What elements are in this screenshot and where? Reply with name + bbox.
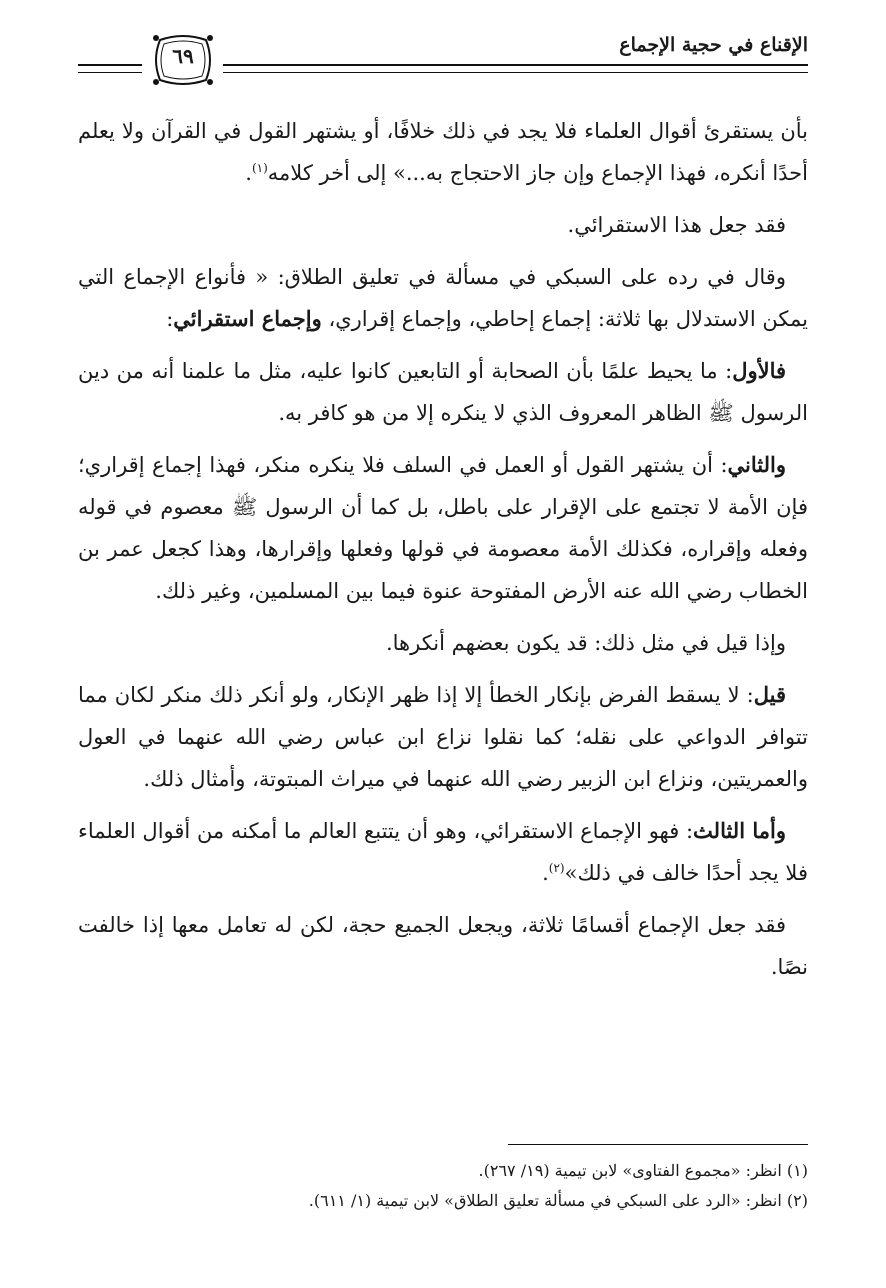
main-text <box>78 110 808 998</box>
page-number-badge <box>148 30 218 90</box>
paragraph-text: : لا يسقط الفرض بإنكار الخطأ إلا إذا ظهر الإنكار، ولو أنكر ذلك منكر لكان مما تتوافر الدواعي على نقله؛ كما نقلوا نزاع ابن عباس رضي الله عنهما في العول والعمريتين، ونزاع ابن الزبير رضي الله عنهما في ميراث المبتوتة، وأمثال ذلك. <box>78 683 808 791</box>
paragraph <box>78 810 808 894</box>
footnote: (١) انظر: «مجموع الفتاوى» لابن تيمية (١٩/ ٢٦٧). <box>478 1161 808 1180</box>
footnote-divider <box>508 1144 808 1145</box>
paragraph-end: . <box>542 861 549 885</box>
paragraph-text: وقال في رده على السبكي في مسألة في تعليق الطلاق: « فأنواع الإجماع التي يمكن الاستدلال بها ثلاثة: إجماع إحاطي، وإجماع إقراري، <box>78 265 808 331</box>
paragraph-end: : <box>166 307 174 331</box>
paragraph <box>78 350 808 434</box>
footnote-ref: (١) <box>251 161 268 175</box>
bold-term: وإجماع استقرائي <box>173 306 322 331</box>
paragraph-text: : فهو الإجماع الاستقرائي، وهو أن يتتبع العالم ما أمكنه من أقوال العلماء فلا يجد أحدًا خالف في ذلك» <box>78 819 808 885</box>
paragraph <box>78 256 808 340</box>
paragraph: وإذا قيل في مثل ذلك: قد يكون بعضهم أنكرها. <box>385 631 786 655</box>
paragraph-lead: والثاني <box>727 452 786 477</box>
paragraph <box>78 444 808 612</box>
footnote: (٢) انظر: «الرد على السبكي في مسألة تعليق الطلاق» لابن تيمية (١/ ٦١١). <box>308 1191 808 1210</box>
page-header <box>78 26 808 96</box>
paragraph: فقد جعل هذا الاستقرائي. <box>567 213 786 237</box>
footnotes <box>78 1156 808 1216</box>
page-number: ٦٩ <box>172 44 194 68</box>
paragraph-lead: وأما الثالث <box>693 818 786 843</box>
header-rule <box>223 64 808 73</box>
footnote-ref: (٢) <box>548 861 565 875</box>
paragraph-lead: قيل <box>753 682 786 707</box>
header-rule-left <box>78 64 142 73</box>
paragraph-text: : أن يشتهر القول أو العمل في السلف فلا ينكره منكر، فهذا إجماع إقراري؛ فإن الأمة لا تجتمع على الإقرار على باطل، بل كما أن الرسول ﷺ معصوم في قوله وفعله وإقراره، فكذلك الأمة معصومة في قولها وفعلها وإقرارها، وهذا كجعل عمر بن الخطاب رضي الله عنه الأرض المفتوحة عنوة فيما بين المسلمين، وغير ذلك. <box>78 453 808 603</box>
book-title: الإقناع في حجية الإجماع <box>619 34 808 56</box>
paragraph-text: بأن يستقرئ أقوال العلماء فلا يجد في ذلك خلافًا، أو يشتهر القول في القرآن ولا يعلم أحدًا أنكره، فهذا الإجماع وإن جاز الاحتجاج به...» إلى أخر كلامه <box>78 119 808 185</box>
paragraph-end: . <box>245 161 252 185</box>
paragraph-text: : ما يحيط علمًا بأن الصحابة أو التابعين كانوا عليه، مثل ما علمنا أنه من دين الرسول ﷺ الظاهر المعروف الذي لا ينكره إلا من هو كافر به. <box>78 359 808 425</box>
paragraph <box>78 110 808 194</box>
paragraph-lead: فالأول <box>732 358 786 383</box>
paragraph: فقد جعل الإجماع أقسامًا ثلاثة، ويجعل الجميع حجة، لكن له تعامل معها إذا خالفت نصًا. <box>78 913 808 979</box>
paragraph <box>78 674 808 800</box>
